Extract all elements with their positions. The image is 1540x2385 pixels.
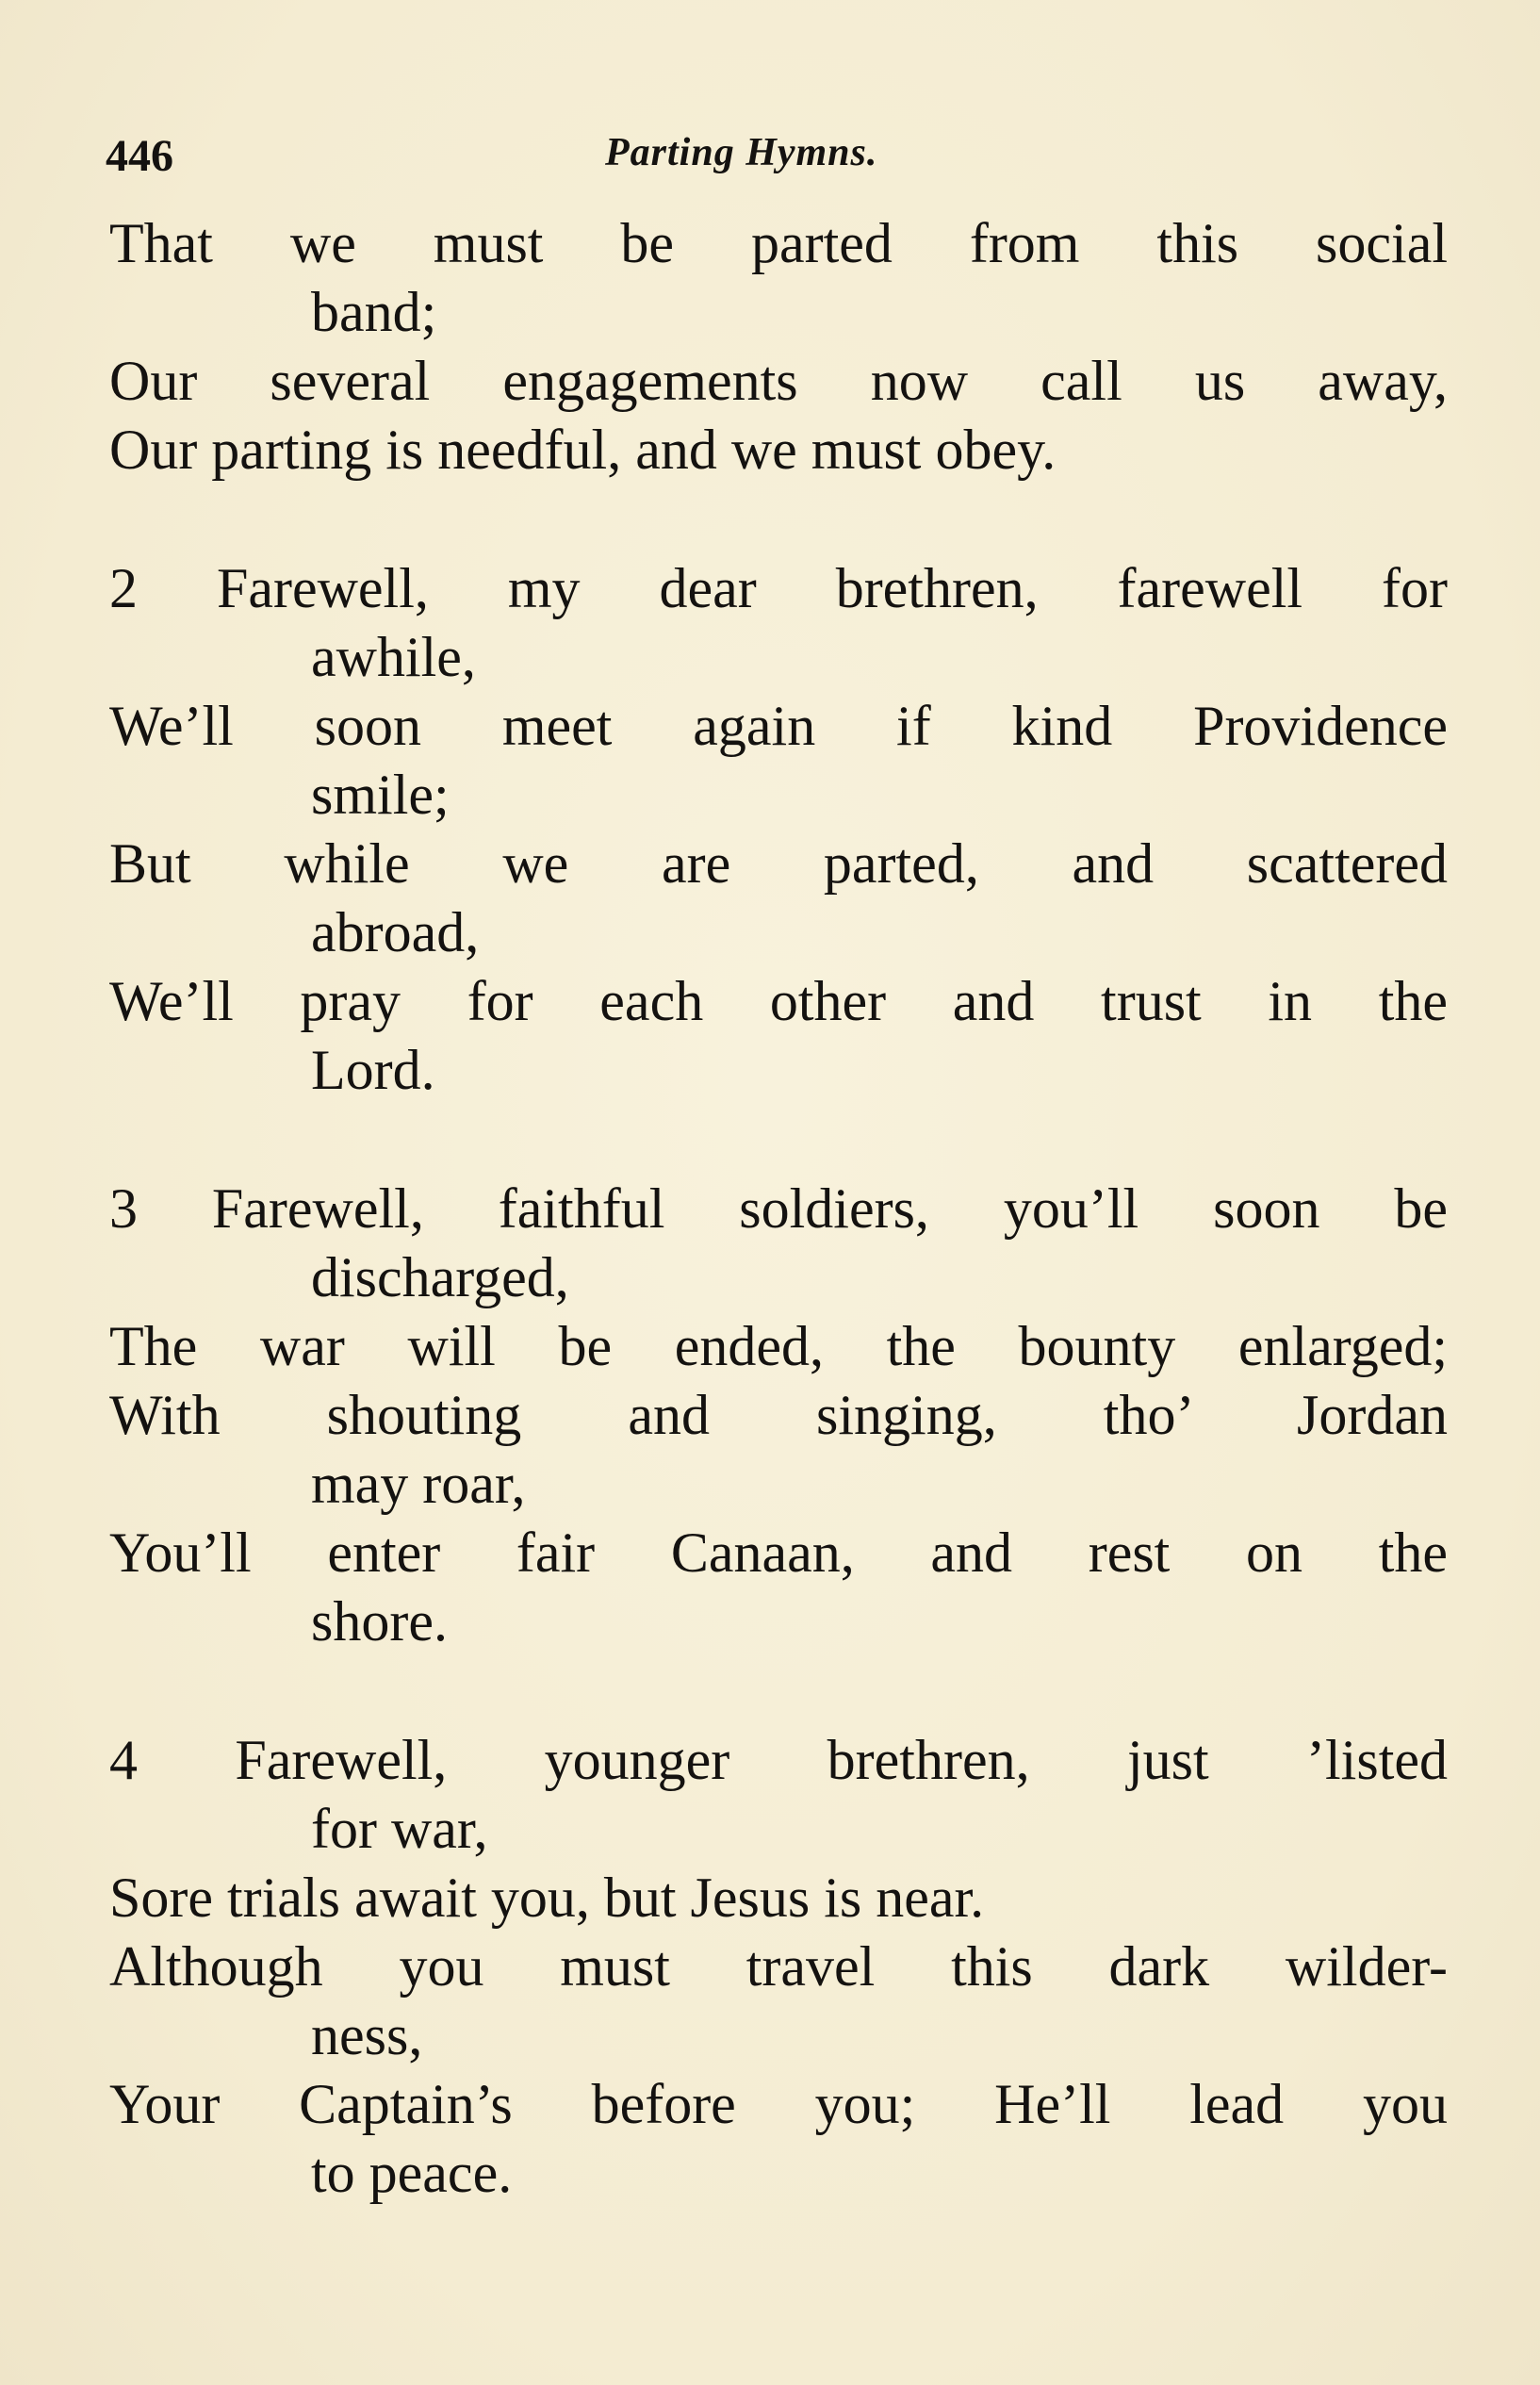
stanza — [109, 554, 1448, 1105]
verse-line: But while we are parted, and scattered — [109, 832, 1448, 895]
stanza-gap — [109, 1656, 1448, 1726]
stanza — [109, 1726, 1448, 2208]
verse-line: for war, — [311, 1798, 488, 1860]
verse-line: With shouting and singing, tho’ Jordan — [109, 1384, 1448, 1446]
stanza — [109, 1175, 1448, 1656]
verse-line: Our parting is needful, and we must obey. — [109, 419, 1057, 481]
stanza-gap — [109, 1105, 1448, 1175]
verse-line: to peace. — [311, 2142, 513, 2204]
stanza-gap — [109, 485, 1448, 554]
stanza — [109, 209, 1448, 485]
verse-line: We’ll pray for each other and trust in the — [109, 970, 1448, 1032]
verse-line: You’ll enter fair Canaan, and rest on the — [109, 1521, 1448, 1584]
hymn-text — [109, 209, 1448, 2208]
verse-line: 3 Farewell, faithful soldiers, you’ll soon be — [109, 1177, 1448, 1240]
verse-line: awhile, — [311, 626, 476, 688]
verse-line: Sore trials await you, but Jesus is near. — [109, 1867, 985, 1929]
verse-line: abroad, — [311, 901, 480, 963]
verse-line: 2 Farewell, my dear brethren, farewell for — [109, 557, 1448, 619]
verse-line: We’ll soon meet again if kind Providence — [109, 695, 1448, 757]
verse-line: ness, — [311, 2004, 423, 2066]
running-title: Parting Hymns. — [605, 131, 878, 174]
verse-line: discharged, — [311, 1246, 569, 1308]
verse-line: smile; — [311, 764, 450, 826]
verse-line: shore. — [311, 1590, 448, 1653]
page-header — [106, 130, 1444, 187]
verse-line: Lord. — [311, 1039, 435, 1101]
page-number: 446 — [106, 131, 173, 181]
verse-line: band; — [311, 281, 437, 343]
verse-line: The war will be ended, the bounty enlarged; — [109, 1315, 1448, 1377]
verse-line: 4 Farewell, younger brethren, just ’listed — [109, 1729, 1448, 1791]
verse-line: That we must be parted from this social — [109, 212, 1448, 274]
verse-line: Your Captain’s before you; He’ll lead you — [109, 2073, 1448, 2135]
verse-line: may roar, — [311, 1453, 526, 1515]
verse-line: Although you must travel this dark wilder- — [109, 1935, 1448, 1998]
verse-line: Our several engagements now call us away, — [109, 350, 1448, 412]
